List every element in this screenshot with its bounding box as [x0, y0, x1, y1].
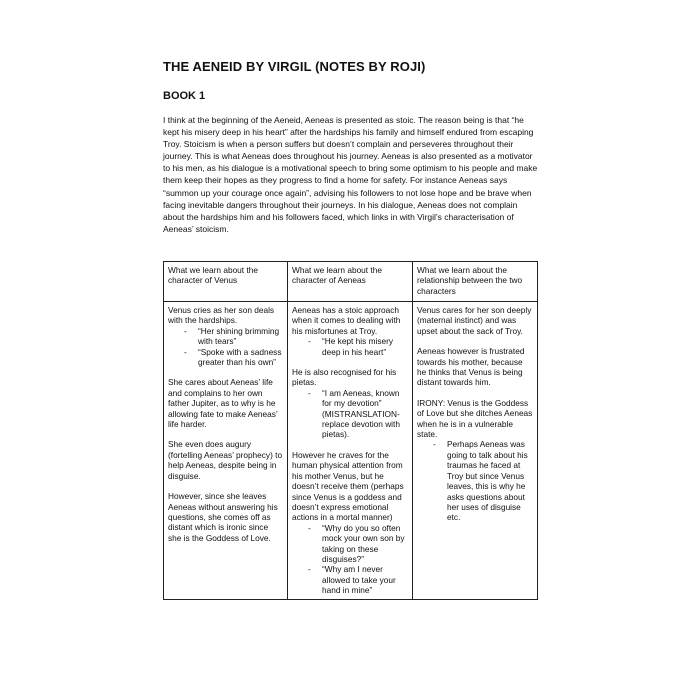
table-header-row [164, 262, 538, 302]
aeneas-quotes-3 [292, 523, 408, 596]
venus-cell [164, 302, 288, 600]
aeneas-quote-4: - “Why am I never allowed to take your hand in mine” [308, 564, 408, 595]
character-notes-table [163, 261, 538, 600]
aeneas-text-1: Aeneas has a stoic approach when it comes to dealing with his misfortunes at Troy. [292, 305, 401, 336]
aeneas-text-3: However he craves for the human physical attention from his mother Venus, but he doesn’t receive them (perhaps since Venus is a goddess and doesn’t express emotional actions in a mortal manner) [292, 449, 404, 523]
aeneas-quote-3: - “Why do you so often mock your own son by taking on these disguises?” [308, 523, 408, 565]
aeneas-cell [288, 302, 413, 600]
header-aeneas: What we learn about the character of Aeneas [288, 262, 413, 302]
intro-paragraph: I think at the beginning of the Aeneid, Aeneas is presented as stoic. The reason being is that “he kept his misery deep in his heart” after the hardships his family and himself endured from escaping Troy. Stoicism is when a person suffers but doesn’t complain and perseveres throughout their journey. This is what Aeneas does throughout his journey. Aeneas is also presented as a motivator to his men, as his dialogue is a motivational speech to bring some optimism to his people and make them keep their hopes as they progress to find a home for safety. For instance Aeneas says “summon up your courage once again”, advising his followers to not lose hope and be brave when facing inevitable dangers throughout their journeys. In his dialogue, Aeneas does not complain about the hardships him and his followers faced, which links in with Virgil’s characterisation of Aeneas’ stoicism. [163, 115, 538, 234]
header-relationship: What we learn about the relationship between the two characters [413, 262, 538, 302]
section-heading: BOOK 1 [163, 90, 206, 102]
venus-text-1: Venus cries as her son deals with the hardships. [168, 305, 275, 326]
document-title: THE AENEID BY VIRGIL (NOTES BY ROJI) [163, 59, 426, 74]
relationship-cell [413, 302, 538, 600]
venus-quotes [168, 326, 283, 368]
aeneas-quotes-2 [292, 388, 408, 440]
relationship-bullets [417, 439, 533, 522]
relationship-text-3: IRONY: Venus is the Goddess of Love but she ditches Aeneas when he is in a vulnerable state. [417, 397, 533, 440]
venus-text-3: She even does augury (fortelling Aeneas’ prophecy) to help Aeneas, despite being in disguise. [168, 439, 283, 481]
header-venus: What we learn about the character of Venus [164, 262, 288, 302]
relationship-bullet-1: - Perhaps Aeneas was going to talk about his traumas he faced at Troy but since Venus leaves, this is why he asks questions about her uses of disguise etc. [433, 439, 533, 522]
aeneas-quote-2: - “I am Aeneas, known for my devotion” (MISTRANSLATION- replace devotion with pietas). [308, 388, 408, 440]
table-row [164, 302, 538, 600]
relationship-text-2: Aeneas however is frustrated towards his mother, because he thinks that Venus is being distant towards him. [417, 346, 525, 388]
venus-quote-2: - “Spoke with a sadness greater than his own” [184, 347, 283, 368]
venus-text-4: However, since she leaves Aeneas without answering his questions, she comes off as distant which is ironic since she is the Goddess of Love. [168, 491, 278, 543]
aeneas-quotes-1 [292, 336, 408, 357]
aeneas-quote-1: - “He kept his misery deep in his heart” [308, 336, 408, 357]
venus-quote-1: - “Her shining brimming with tears” [184, 326, 283, 347]
relationship-text-1: Venus cares for her son deeply (maternal instinct) and was upset about the sack of Troy. [417, 305, 532, 336]
venus-text-2: She cares about Aeneas’ life and complains to her own father Jupiter, as to why is he allowing fate to make Aeneas’ life harder. [168, 377, 278, 430]
aeneas-text-2: He is also recognised for his pietas. [292, 367, 397, 388]
